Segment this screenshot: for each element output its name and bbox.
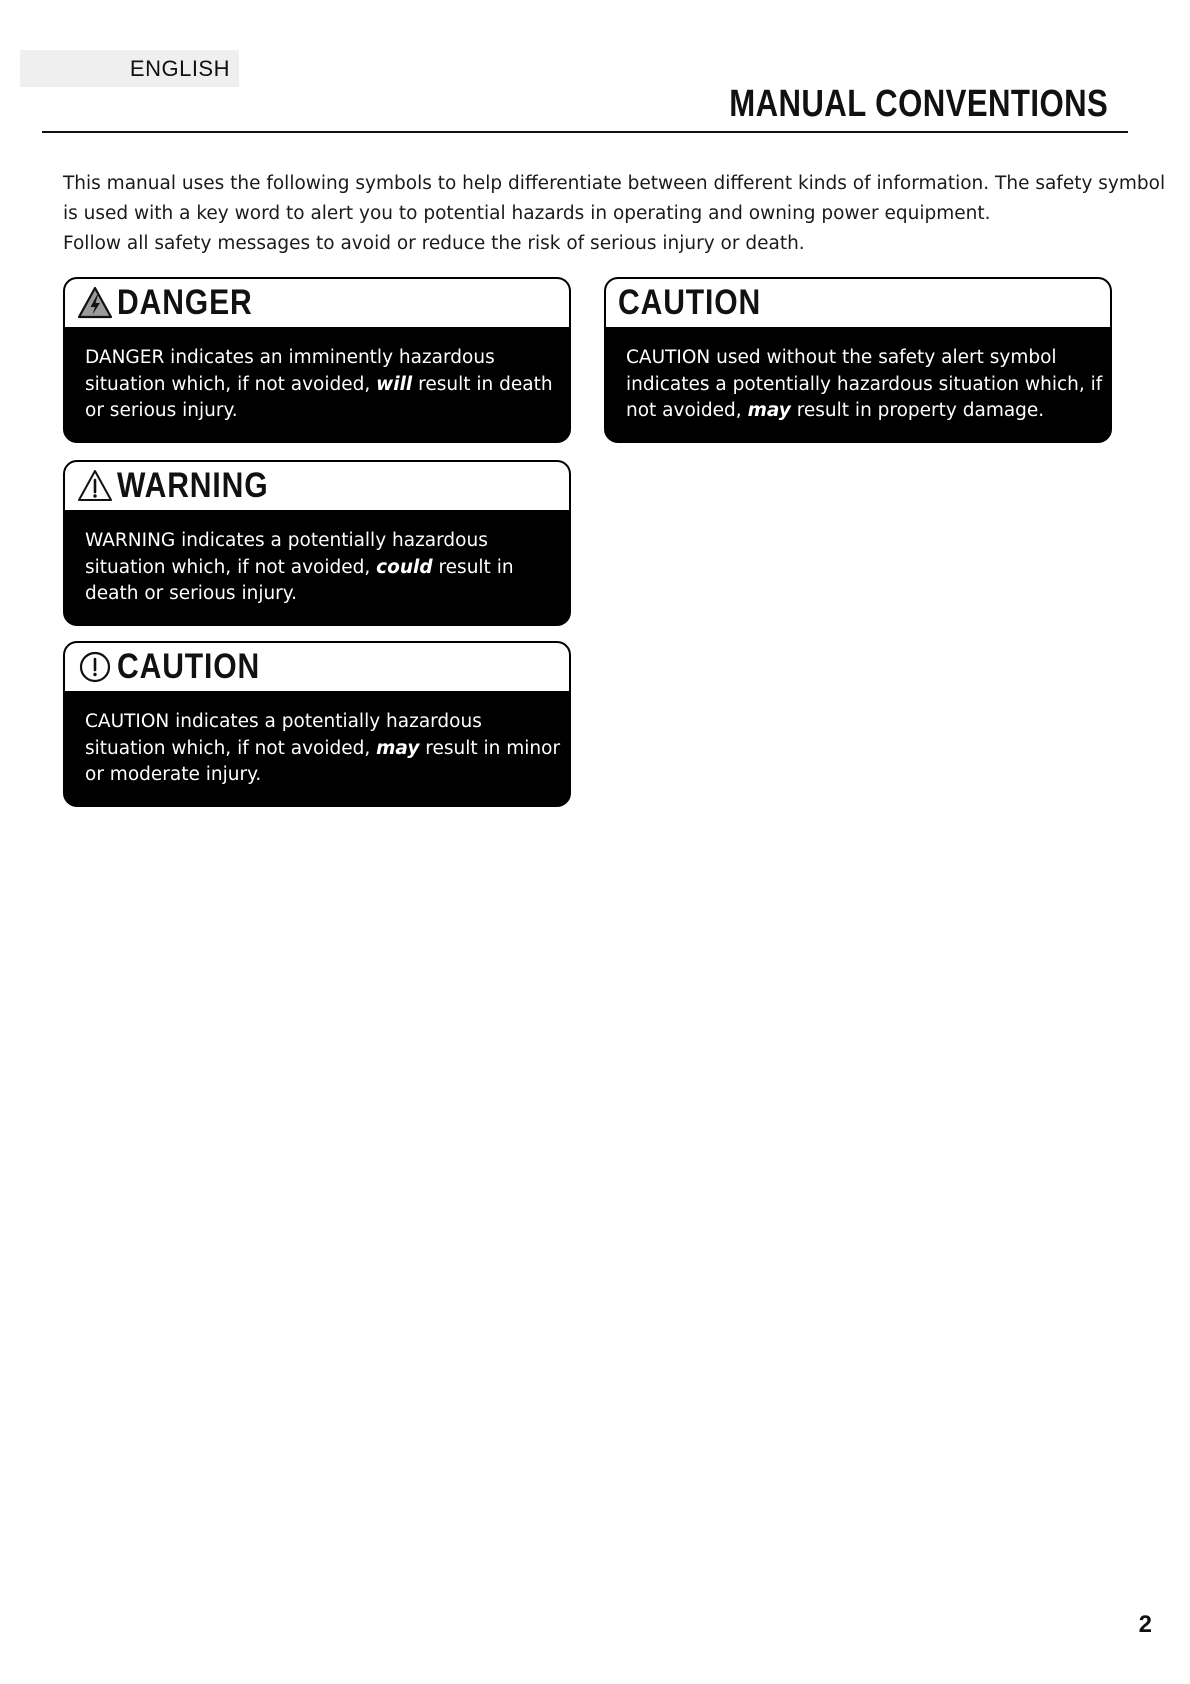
page-number: 2 [1138,1611,1152,1638]
description-line: indicates a potentially hazardous situation which, if [626,373,1103,395]
caution-property-signal-header [606,279,1110,329]
page-title: MANUAL CONVENTIONS [728,83,1108,125]
warning-signal-box [63,460,571,626]
warning-signal-header [65,462,569,512]
danger-signal-word: DANGER [117,283,253,322]
caution-property-description [606,329,1110,441]
caution-signal-word: CAUTION [117,647,261,686]
title-divider [42,131,1128,133]
description-line: WARNING indicates a potentially hazardous [85,530,488,551]
electrical-hazard-triangle-icon [77,286,113,320]
description-line: DANGER indicates an imminently hazardous [85,347,495,368]
intro-line: This manual uses the following symbols to help differentiate between different kinds of information. The safety symbol [63,173,1166,194]
danger-signal-header [65,279,569,329]
caution-signal-header [65,643,569,693]
intro-line: Follow all safety messages to avoid or reduce the risk of serious injury or death. [63,233,805,254]
caution-signal-box [63,641,571,807]
warning-signal-word: WARNING [117,466,269,505]
description-line: CAUTION indicates a potentially hazardous [85,711,482,732]
danger-description [65,329,569,441]
caution-property-signal-box [604,277,1112,443]
language-tab: ENGLISH [20,50,239,87]
description-line: situation which, if not avoided, will result in death [85,373,553,395]
danger-signal-box [63,277,571,443]
exclamation-triangle-icon [77,469,113,503]
intro-text [63,169,1166,259]
caution-description [65,693,569,805]
description-line: situation which, if not avoided, may result in minor [85,737,561,759]
intro-line: is used with a key word to alert you to potential hazards in operating and owning power equipment. [63,203,991,224]
description-line: not avoided, may result in property damage. [626,400,1045,421]
description-line: or serious injury. [85,400,238,421]
exclamation-circle-icon [77,650,113,684]
warning-description [65,512,569,624]
caution-property-signal-word: CAUTION [618,283,762,322]
description-line: death or serious injury. [85,583,297,604]
description-line: or moderate injury. [85,764,262,785]
description-line: situation which, if not avoided, could result in [85,556,514,578]
description-line: CAUTION used without the safety alert symbol [626,347,1057,368]
